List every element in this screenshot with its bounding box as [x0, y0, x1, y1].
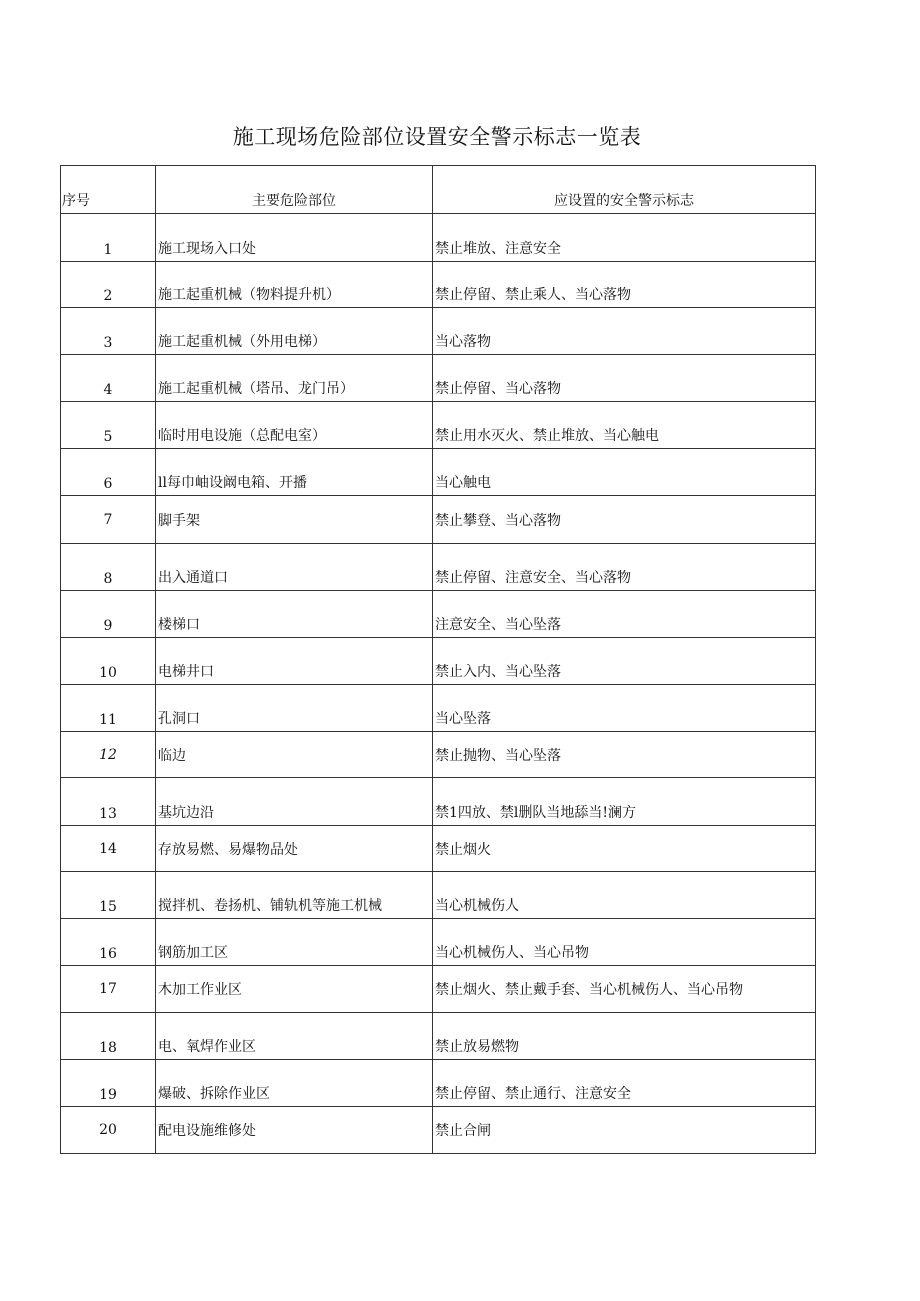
table-row	[61, 355, 816, 402]
row-location: 配电设施维修处	[156, 1107, 433, 1154]
row-location: ll每巾岫设阚电箱、开播	[156, 449, 433, 496]
row-no: 18	[61, 1013, 156, 1060]
row-sign: 注意安全、当心坠落	[433, 591, 816, 638]
table-row	[61, 638, 816, 685]
row-sign: 禁止停留、当心落物	[433, 355, 816, 402]
row-no: 10	[61, 638, 156, 685]
row-no: 15	[61, 872, 156, 919]
row-sign: 禁止烟火、禁止戴手套、当心机械伤人、当心吊物	[433, 966, 816, 1013]
row-sign: 禁止攀登、当心落物	[433, 496, 816, 544]
row-no: 12	[61, 732, 156, 778]
row-location: 电、氧焊作业区	[156, 1013, 433, 1060]
row-sign: 禁止合闸	[433, 1107, 816, 1154]
row-location: 爆破、拆除作业区	[156, 1060, 433, 1107]
row-sign: 禁止烟火	[433, 826, 816, 872]
header-no: 序号	[61, 166, 156, 214]
row-no: 5	[61, 402, 156, 449]
row-location: 施工起重机械（外用电梯）	[156, 308, 433, 355]
row-location: 临时用电设施（总配电室）	[156, 402, 433, 449]
row-no: 6	[61, 449, 156, 496]
row-no: 17	[61, 966, 156, 1013]
table-row	[61, 402, 816, 449]
table-row	[61, 544, 816, 591]
table-row	[61, 1013, 816, 1060]
row-sign: 禁止用水灭火、禁止堆放、当心触电	[433, 402, 816, 449]
table-row	[61, 732, 816, 778]
table-row	[61, 685, 816, 732]
table-row	[61, 308, 816, 355]
table-row	[61, 262, 816, 308]
table-row	[61, 826, 816, 872]
table-row	[61, 449, 816, 496]
header-sign: 应设置的安全警示标志	[433, 166, 816, 214]
row-location: 钢筋加工区	[156, 919, 433, 966]
row-no: 2	[61, 262, 156, 308]
warning-sign-table	[60, 165, 816, 1154]
row-sign: 禁止抛物、当心坠落	[433, 732, 816, 778]
row-location: 电梯井口	[156, 638, 433, 685]
table-row	[61, 496, 816, 544]
row-no: 20	[61, 1107, 156, 1154]
row-location: 出入通道口	[156, 544, 433, 591]
table-row	[61, 872, 816, 919]
table-row	[61, 1060, 816, 1107]
row-sign: 当心坠落	[433, 685, 816, 732]
row-location: 临边	[156, 732, 433, 778]
row-sign: 禁止堆放、注意安全	[433, 214, 816, 262]
row-sign: 禁止入内、当心坠落	[433, 638, 816, 685]
table-row	[61, 214, 816, 262]
row-sign: 当心机械伤人、当心吊物	[433, 919, 816, 966]
row-location: 楼梯口	[156, 591, 433, 638]
row-sign: 禁止停留、禁止乘人、当心落物	[433, 262, 816, 308]
table-row	[61, 1107, 816, 1154]
row-no: 13	[61, 778, 156, 826]
row-location: 施工现场入口处	[156, 214, 433, 262]
row-location: 施工起重机械（塔吊、龙门吊）	[156, 355, 433, 402]
row-no: 1	[61, 214, 156, 262]
table-header-row	[61, 166, 816, 214]
row-sign: 当心机械伤人	[433, 872, 816, 919]
row-sign: 禁1四放、禁l删队当地舔当!澜方	[433, 778, 816, 826]
row-no: 3	[61, 308, 156, 355]
row-sign: 禁止停留、注意安全、当心落物	[433, 544, 816, 591]
row-sign: 当心落物	[433, 308, 816, 355]
row-location: 搅拌机、卷扬机、铺轨机等施工机械	[156, 872, 433, 919]
row-no: 11	[61, 685, 156, 732]
header-location: 主要危险部位	[156, 166, 433, 214]
page-title: 施工现场危险部位设置安全警示标志一览表	[232, 125, 642, 149]
row-no: 9	[61, 591, 156, 638]
row-location: 脚手架	[156, 496, 433, 544]
row-location: 基坑边沿	[156, 778, 433, 826]
row-sign: 当心触电	[433, 449, 816, 496]
row-no: 8	[61, 544, 156, 591]
row-sign: 禁止停留、禁止通行、注意安全	[433, 1060, 816, 1107]
row-location: 存放易燃、易爆物品处	[156, 826, 433, 872]
table-row	[61, 919, 816, 966]
table-row	[61, 966, 816, 1013]
row-location: 施工起重机械（物料提升机）	[156, 262, 433, 308]
row-no: 7	[61, 496, 156, 544]
table-row	[61, 591, 816, 638]
row-location: 木加工作业区	[156, 966, 433, 1013]
table-row	[61, 778, 816, 826]
row-sign: 禁止放易燃物	[433, 1013, 816, 1060]
row-no: 16	[61, 919, 156, 966]
row-no: 4	[61, 355, 156, 402]
row-no: 19	[61, 1060, 156, 1107]
row-no: 14	[61, 826, 156, 872]
row-location: 孔洞口	[156, 685, 433, 732]
